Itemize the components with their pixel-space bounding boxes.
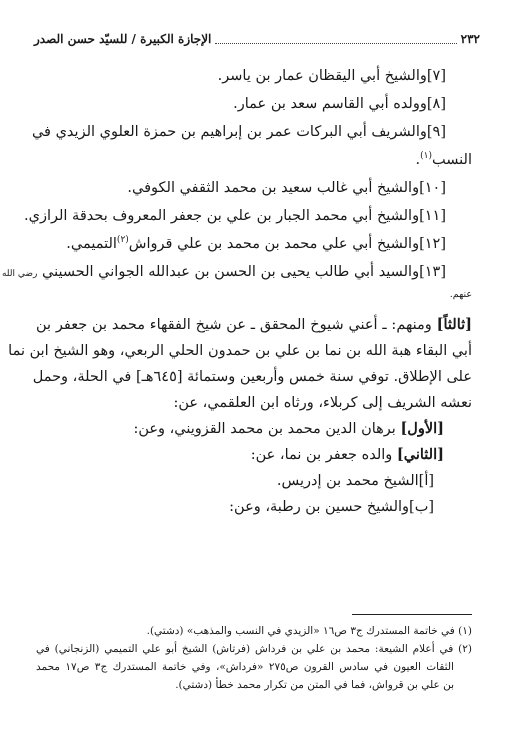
paragraph-text: أبي البقاء هبة الله بن نما بن علي بن حمدون الحلي الربعي، وهو الشيخ ابن نما (8, 343, 472, 359)
paragraph-text: ومنهم: ـ أعني شيوخ المحقق ـ عن شيخ الفقهاء محمد بن جعفر بن (36, 317, 432, 333)
item-number: [٩] (426, 124, 446, 140)
item-number: [٨] (426, 96, 446, 112)
footnote-marker: (١) (420, 151, 432, 162)
running-title: الإجازة الكبيرة / للسيّد حسن الصدر (34, 32, 212, 46)
item-number: [١٠] (419, 180, 446, 196)
sub-item (36, 442, 472, 468)
item-text: التميمي. (66, 236, 117, 252)
item-text: النسب (432, 152, 472, 168)
footnote-text: الثقات العيون في سادس القرون ص٢٧٥ «فرداش»، وفي خاتمة المستدرك ج٣ ص١٧ محمد (36, 661, 454, 673)
footnote-continuation (36, 658, 472, 676)
item-text: والسيد أبي طالب يحيى بن الحسن بن عبدالله الجواني الحسيني (41, 264, 420, 280)
honorific: رضي الله (1, 269, 38, 279)
footnotes (36, 622, 472, 694)
item-text: والشيخ أبي علي محمد بن محمد بن علي قرواش (128, 236, 420, 252)
footnote-marker: (٢) (116, 235, 129, 246)
list-item (36, 62, 472, 90)
list-item (36, 230, 472, 258)
footnote-text: بن علي بن قرواش، فما في المتن من تكرار محمد خطأ (دشتي). (175, 679, 454, 691)
sub-item-text: برهان الدين محمد بن محمد القزويني، وعن: (133, 421, 396, 437)
footnote-text: في خاتمة المستدرك ج٣ ص١٦ «الزيدي في النسب والمذهب» (دشتي). (146, 625, 455, 637)
footnote-separator (352, 614, 472, 615)
header-dot-leader (215, 43, 456, 44)
sub-item-label: [الأول] (400, 420, 444, 437)
item-text: والشيخ أبي غالب سعيد بن محمد الثقفي الكوفي. (127, 180, 420, 196)
list-item (31, 118, 472, 146)
footnote-number: (٢) (458, 643, 472, 655)
item-number: [١٣] (419, 264, 446, 280)
paragraph-text: نعشه الشريف إلى كربلاء، ورثاه ابن العلقمي، عن: (173, 395, 472, 411)
list-item (1, 258, 472, 286)
footnote (36, 640, 472, 658)
item-number: [١١] (419, 208, 446, 224)
section-paragraph-line (32, 364, 472, 390)
sub-item-text: الشيخ محمد بن إدريس. (276, 473, 419, 489)
paragraph-text: على الإطلاق. توفي سنة خمس وأربعين وستمائة [٦٤٥هـ] في الحلة، وحمل (32, 369, 472, 385)
item-number: [١٢] (419, 236, 446, 252)
footnote-continuation (36, 676, 472, 694)
sub-item-label: [الثاني] (396, 446, 444, 463)
page-header (34, 30, 480, 48)
list-item (24, 202, 472, 230)
footnote-text: في أعلام الشيعة: محمد بن علي بن فرداش (فرتاش) الشيخ أبو علي التميمي (الزنجاني) في (36, 643, 454, 655)
sub-item-text: والده جعفر بن نما، عن: (250, 447, 393, 463)
section-label: [ثالثاً] (436, 316, 473, 333)
sub-item-label: [أ] (418, 473, 434, 489)
sub-item (36, 416, 472, 442)
section-paragraph-line (36, 390, 472, 416)
item-text: وولده أبي القاسم سعد بن عمار. (233, 96, 427, 112)
page-number: ٢٣٢ (460, 32, 480, 46)
section-paragraph-line (36, 312, 472, 338)
sub-item (36, 494, 472, 520)
footnote (36, 622, 472, 640)
section-paragraph-line (8, 338, 472, 364)
list-item-continuation (36, 146, 472, 174)
sub-item-text: والشيخ حسين بن رطبة، وعن: (229, 499, 410, 515)
item-text: والشيخ أبي اليقظان عمار بن ياسر. (217, 68, 427, 84)
item-text: . (415, 152, 421, 168)
item-text: عنهم. (449, 289, 472, 300)
list-item (36, 174, 472, 202)
sub-item-label: [ب] (409, 499, 434, 515)
item-text: والشيخ أبي محمد الجبار بن علي بن جعفر المعروف بحدقة الرازي. (24, 208, 420, 224)
item-text: والشريف أبي البركات عمر بن إبراهيم بن حمزة العلوي الزيدي في (31, 124, 427, 140)
sub-item (36, 468, 472, 494)
list-item-continuation (36, 286, 472, 306)
item-number: [٧] (426, 68, 446, 84)
footnote-number: (١) (458, 625, 472, 637)
main-text (1, 62, 473, 520)
list-item (36, 90, 472, 118)
